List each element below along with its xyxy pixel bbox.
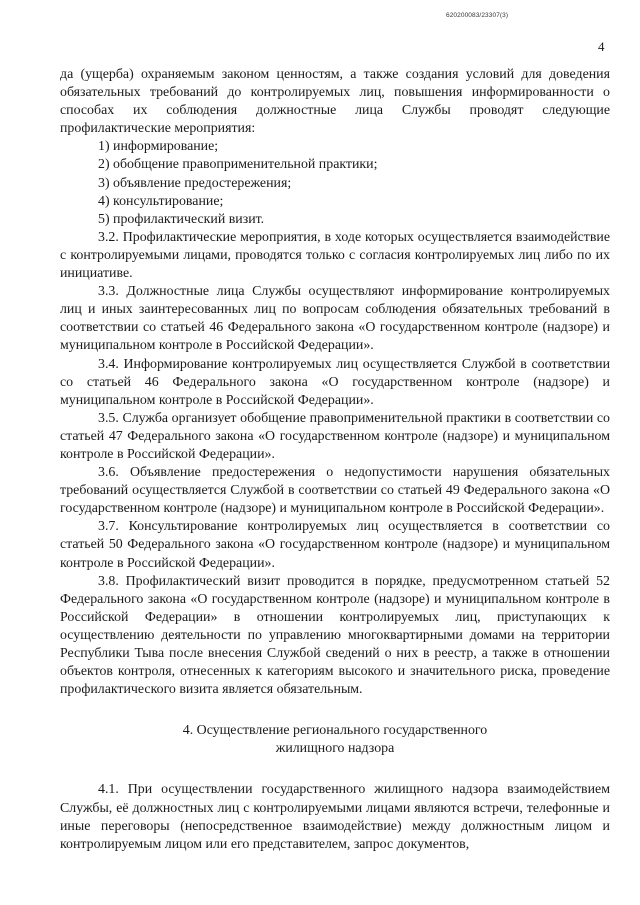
paragraph-3-2: 3.2. Профилактические мероприятия, в ходе которых осуществляется взаимодействие с контролируемыми лицами, проводятся только с согласия контролируемых лиц либо по их инициативе. (60, 229, 610, 282)
list-item: 2) обобщение правоприменительной практики; (98, 157, 378, 173)
document-code: 620200083/23307(3) (446, 12, 509, 19)
list-item: 5) профилактический визит. (98, 211, 265, 227)
paragraph-3-8: 3.8. Профилактический визит проводится в порядке, предусмотренном статьей 52 Федерального закона «О государственном контроле (надзоре) и муниципальном контроле в Российской Федерации» в отношении контролируемых лиц, приступающих к осуществлению деятельности по управлению многоквартирными домами на территории Республики Тыва после внесения Службой сведений о них в реестр, а также в отношении объектов контроля, отнесенных к категориям высокого и значительного риска, проведение профилактического визита является обязательным. (60, 573, 610, 698)
list-item: 1) информирование; (98, 139, 219, 155)
list-item: 4) консультирование; (98, 193, 224, 209)
paragraph-3-4: 3.4. Информирование контролируемых лиц осуществляется Службой в соответствии со статьей 46 Федерального закона «О государственном контроле (надзоре) и муниципальном контроле в Российской Федерации». (60, 356, 610, 408)
document-body (60, 66, 610, 854)
paragraph-3-3: 3.3. Должностные лица Службы осуществляют информирование контролируемых лиц и иных заинтересованных лиц по вопросам соблюдения обязательных требований в соответствии со статьей 46 Федерального закона «О государственном контроле (надзоре) и муниципальном контроле в Российской Федерации». (60, 284, 610, 354)
section-heading-line: жилищного надзора (275, 741, 395, 757)
intro-paragraph: да (ущерба) охраняемым законом ценностям, а также создания условий для доведения обязательных требований до контролируемых лиц, повышения информированности о способах их соблюдения должностные лица Службы проводят следующие профилактические мероприятия: (60, 67, 610, 137)
section-heading (60, 722, 610, 758)
paragraph-3-7: 3.7. Консультирование контролируемых лиц осуществляется в соответствии со статьей 50 Федерального закона «О государственном контроле (надзоре) и муниципальном контроле в Российской Федерации». (60, 519, 610, 571)
paragraph-3-5: 3.5. Служба организует обобщение правоприменительной практики в соответствии со статьей 47 Федерального закона «О государственном контроле (надзоре) и муниципальном контроле в Российской Федерации». (60, 410, 610, 462)
list-item: 3) объявление предостережения; (98, 175, 292, 191)
section-heading-line: 4. Осуществление регионального государственного (182, 723, 488, 739)
paragraph-4-1: 4.1. При осуществлении государственного жилищного надзора взаимодействием Службы, её должностных лиц с контролируемыми лицами являются встречи, телефонные и иные переговоры (непосредственное взаимодействие) между должностным лицом и контролируемым лицом или его представителем, запрос документов, (60, 782, 610, 852)
paragraph-3-6: 3.6. Объявление предостережения о недопустимости нарушения обязательных требований осуществляется Службой в соответствии со статьей 49 Федерального закона «О государственном контроле (надзоре) и муниципальном контроле в Российской Федерации». (60, 465, 610, 517)
page-number: 4 (598, 39, 605, 54)
measures-list (60, 138, 610, 228)
